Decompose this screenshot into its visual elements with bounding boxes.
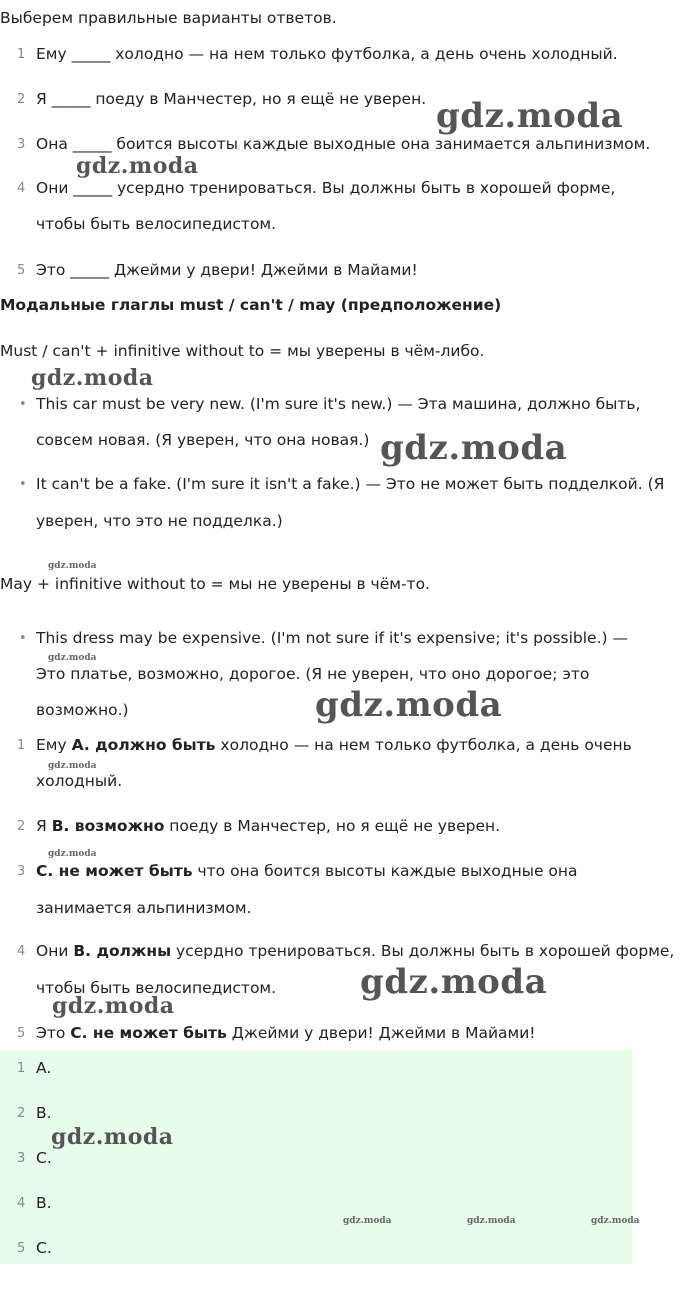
answer-choice: C. не может быть bbox=[70, 1024, 227, 1042]
answer-item: C. bbox=[36, 1239, 52, 1257]
solution-item: Я B. возможно поеду в Манчестер, но я ещё не уверен. bbox=[36, 817, 501, 835]
solution-number: 4 bbox=[17, 944, 26, 959]
solution-item: Ему A. должно быть холодно — на нем только футболка, а день очень bbox=[36, 736, 632, 754]
watermark: gdz.moda bbox=[31, 365, 154, 391]
watermark: gdz.moda bbox=[52, 993, 175, 1019]
bullet-icon: • bbox=[19, 397, 27, 412]
answer-item: A. bbox=[36, 1059, 52, 1077]
exercise-item: Ему _____ холодно — на нем только футболка, а день очень холодный. bbox=[36, 45, 618, 63]
answer-number: 2 bbox=[17, 1106, 26, 1121]
must-example-continued: совсем новая. (Я уверен, что она новая.) bbox=[36, 431, 370, 449]
exercise-item: Это _____ Джейми у двери! Джейми в Майами! bbox=[36, 261, 418, 279]
answer-choice: A. должно быть bbox=[71, 736, 216, 754]
exercise-number: 4 bbox=[17, 181, 26, 196]
answer-number: 1 bbox=[17, 1061, 26, 1076]
cant-example-continued: уверен, что это не подделка.) bbox=[36, 512, 283, 530]
solution-item: Это C. не может быть Джейми у двери! Джейми в Майами! bbox=[36, 1024, 536, 1042]
intro-text: Выберем правильные варианты ответов. bbox=[0, 9, 337, 27]
solution-item: C. не может быть что она боится высоты каждые выходные она bbox=[36, 862, 578, 880]
watermark: gdz.moda bbox=[591, 1216, 640, 1226]
answer-item: B. bbox=[36, 1194, 52, 1212]
exercise-item: Я _____ поеду в Манчестер, но я ещё не уверен. bbox=[36, 90, 427, 108]
watermark: gdz.moda bbox=[48, 849, 97, 859]
exercise-number: 2 bbox=[17, 92, 26, 107]
solution-item-continued: чтобы быть велосипедистом. bbox=[36, 979, 277, 997]
exercise-item: Она _____ боится высоты каждые выходные она занимается альпинизмом. bbox=[36, 135, 651, 153]
solution-item-continued: холодный. bbox=[36, 772, 123, 790]
solution-number: 2 bbox=[17, 819, 26, 834]
answer-item: B. bbox=[36, 1104, 52, 1122]
watermark: gdz.moda bbox=[315, 685, 503, 725]
may-example-continued: Это платье, возможно, дорогое. (Я не уверен, что оно дорогое; это bbox=[36, 665, 590, 683]
exercise-item: Они _____ усердно тренироваться. Вы должны быть в хорошей форме, bbox=[36, 179, 616, 197]
exercise-number: 5 bbox=[17, 263, 26, 278]
may-rule: May + infinitive without to = мы не уверены в чём-то. bbox=[0, 575, 430, 593]
solution-item: Они B. должны усердно тренироваться. Вы должны быть в хорошей форме, bbox=[36, 942, 675, 960]
solution-number: 3 bbox=[17, 864, 26, 879]
watermark: gdz.moda bbox=[51, 1124, 174, 1150]
watermark: gdz.moda bbox=[48, 561, 97, 571]
solution-number: 1 bbox=[17, 738, 26, 753]
answer-item: C. bbox=[36, 1149, 52, 1167]
grammar-heading: Модальные глаглы must / can't / may (предположение) bbox=[0, 296, 502, 314]
watermark: gdz.moda bbox=[436, 96, 624, 136]
may-example: This dress may be expensive. (I'm not sure if it's expensive; it's possible.) — bbox=[36, 629, 628, 647]
must-rule: Must / can't + infinitive without to = мы уверены в чём-либо. bbox=[0, 342, 485, 360]
watermark: gdz.moda bbox=[48, 761, 97, 771]
exercise-item-continued: чтобы быть велосипедистом. bbox=[36, 215, 277, 233]
watermark: gdz.moda bbox=[467, 1216, 516, 1226]
answer-choice: C. не может быть bbox=[36, 862, 193, 880]
cant-example: It can't be a fake. (I'm sure it isn't a fake.) — Это не может быть подделкой. (Я bbox=[36, 475, 665, 493]
watermark: gdz.moda bbox=[360, 962, 548, 1002]
watermark: gdz.moda bbox=[380, 428, 568, 468]
bullet-icon: • bbox=[19, 477, 27, 492]
answer-choice: B. возможно bbox=[51, 817, 165, 835]
answer-number: 4 bbox=[17, 1196, 26, 1211]
exercise-number: 3 bbox=[17, 137, 26, 152]
watermark: gdz.moda bbox=[343, 1216, 392, 1226]
may-example-continued: возможно.) bbox=[36, 701, 129, 719]
watermark: gdz.moda bbox=[76, 153, 199, 179]
exercise-number: 1 bbox=[17, 47, 26, 62]
watermark: gdz.moda bbox=[48, 653, 97, 663]
answer-number: 5 bbox=[17, 1241, 26, 1256]
answer-box bbox=[0, 1050, 632, 1264]
solution-number: 5 bbox=[17, 1026, 26, 1041]
answer-choice: B. должны bbox=[73, 942, 172, 960]
answer-number: 3 bbox=[17, 1151, 26, 1166]
must-example: This car must be very new. (I'm sure it's new.) — Эта машина, должно быть, bbox=[36, 395, 641, 413]
bullet-icon: • bbox=[19, 631, 27, 646]
solution-item-continued: занимается альпинизмом. bbox=[36, 899, 252, 917]
